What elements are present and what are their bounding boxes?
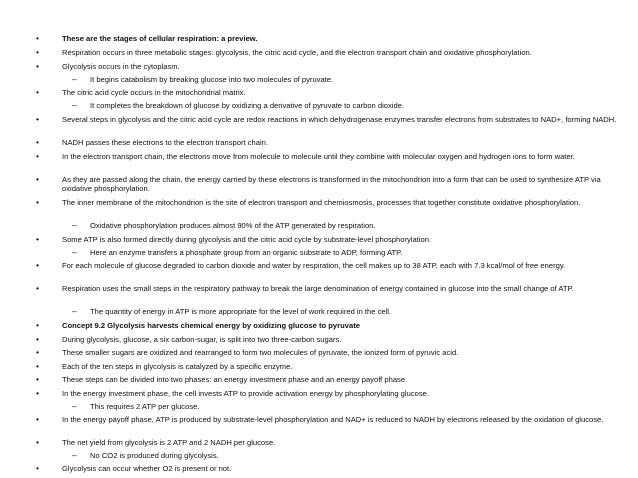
item-text: Here an enzyme transfers a phosphate group from an organic substrate to ADP, forming ATP. [90,248,403,257]
bullet-marker: • [36,463,39,473]
item-text: It begins catabolism by breaking glucose into two molecules of pyruvate. [90,75,334,84]
dash-marker: – [72,220,77,230]
item-text: These are the stages of cellular respiration: a preview. [62,34,258,43]
bullet-marker: • [36,414,39,424]
dash-marker: – [72,401,77,411]
dash-marker: – [72,100,77,110]
item-text: The net yield from glycolysis is 2 ATP and 2 NADH per glucose. [62,438,276,447]
bullet-marker: • [36,334,39,344]
bullet-marker: • [36,234,39,244]
bullet-marker: • [36,151,39,161]
item-text: Glycolysis can occur whether O2 is present or not. [62,464,232,473]
bullet-marker: • [36,137,39,147]
item-text: Respiration uses the small steps in the respiratory pathway to break the large denomination of energy contained in glucose into the small change of ATP. [62,284,574,293]
item-text: In the energy payoff phase, ATP is produced by substrate-level phosphorylation and NAD+ is reduced to NADH by electrons released by the oxidation of glucose. [62,415,604,424]
item-text: For each molecule of glucose degraded to carbon dioxide and water by respiration, the cell makes up to 38 ATP, each with 7.3 kcal/mol of free energy. [62,261,566,270]
item-text: Respiration occurs in three metabolic stages: glycolysis, the citric acid cycle, and the electron transport chain and oxidative phosphorylation. [62,48,532,57]
bullet-marker: • [36,260,39,270]
item-text: Each of the ten steps in glycolysis is catalyzed by a specific enzyme. [62,362,293,371]
bullet-marker: • [36,283,39,293]
item-text: Some ATP is also formed directly during glycolysis and the citric acid cycle by substrate-level phosphorylation. [62,235,432,244]
bullet-marker: • [36,437,39,447]
item-text: Several steps in glycolysis and the citric acid cycle are redox reactions in which dehydrogenase enzymes transfer electrons from substrates to NAD+, forming NADH. [62,115,617,124]
bullet-marker: • [36,197,39,207]
dash-marker: – [72,450,77,460]
dash-marker: – [72,306,77,316]
bullet-marker: • [36,374,39,384]
bullet-marker: • [36,320,39,330]
bullet-marker: • [36,87,39,97]
item-text: These steps can be divided into two phases: an energy investment phase and an energy payoff phase. [62,375,408,384]
bullet-marker: • [36,47,39,57]
bullet-marker: • [36,361,39,371]
item-text: These smaller sugars are oxidized and rearranged to form two molecules of pyruvate, the ionized form of pyruvic acid. [62,348,459,357]
item-text: As they are passed along the chain, the energy carried by these electrons is transformed in the mitochondrion into a form that can be used to synthesize ATP via oxidative phosphorylation. [62,175,601,194]
bullet-marker: • [36,347,39,357]
item-text: NADH passes these electrons to the electron transport chain. [62,138,268,147]
item-text: Oxidative phosphorylation produces almost 90% of the ATP generated by respiration. [90,221,376,230]
bullet-marker: • [36,174,39,184]
dash-marker: – [72,247,77,257]
item-text: During glycolysis, glucose, a six carbon-sugar, is split into two three-carbon sugars. [62,335,342,344]
item-text: The quantity of energy in ATP is more appropriate for the level of work required in the cell. [90,307,392,316]
item-text: The inner membrane of the mitochondrion is the site of electron transport and chemiosmosis, processes that together constitute oxidative phosphorylation. [62,198,581,207]
item-text: Glycolysis occurs in the cytoplasm. [62,62,180,71]
bullet-marker: • [36,61,39,71]
item-text: This requires 2 ATP per glucose. [90,402,200,411]
dash-marker: – [72,74,77,84]
item-text: No CO2 is produced during glycolysis. [90,451,219,460]
item-text: In the electron transport chain, the electrons move from molecule to molecule until they combine with molecular oxygen and hydrogen ions to form water. [62,152,575,161]
bullet-marker: • [36,114,39,124]
bullet-marker: • [36,33,39,43]
item-text: The citric acid cycle occurs in the mitochondrial matrix. [62,88,246,97]
bullet-marker: • [36,388,39,398]
item-text: Concept 9.2 Glycolysis harvests chemical energy by oxidizing glucose to pyruvate [62,321,360,330]
item-text: In the energy investment phase, the cell invests ATP to provide activation energy by phosphorylating glucose. [62,389,429,398]
item-text: It completes the breakdown of glucose by oxidizing a derivative of pyruvate to carbon dioxide. [90,101,405,110]
